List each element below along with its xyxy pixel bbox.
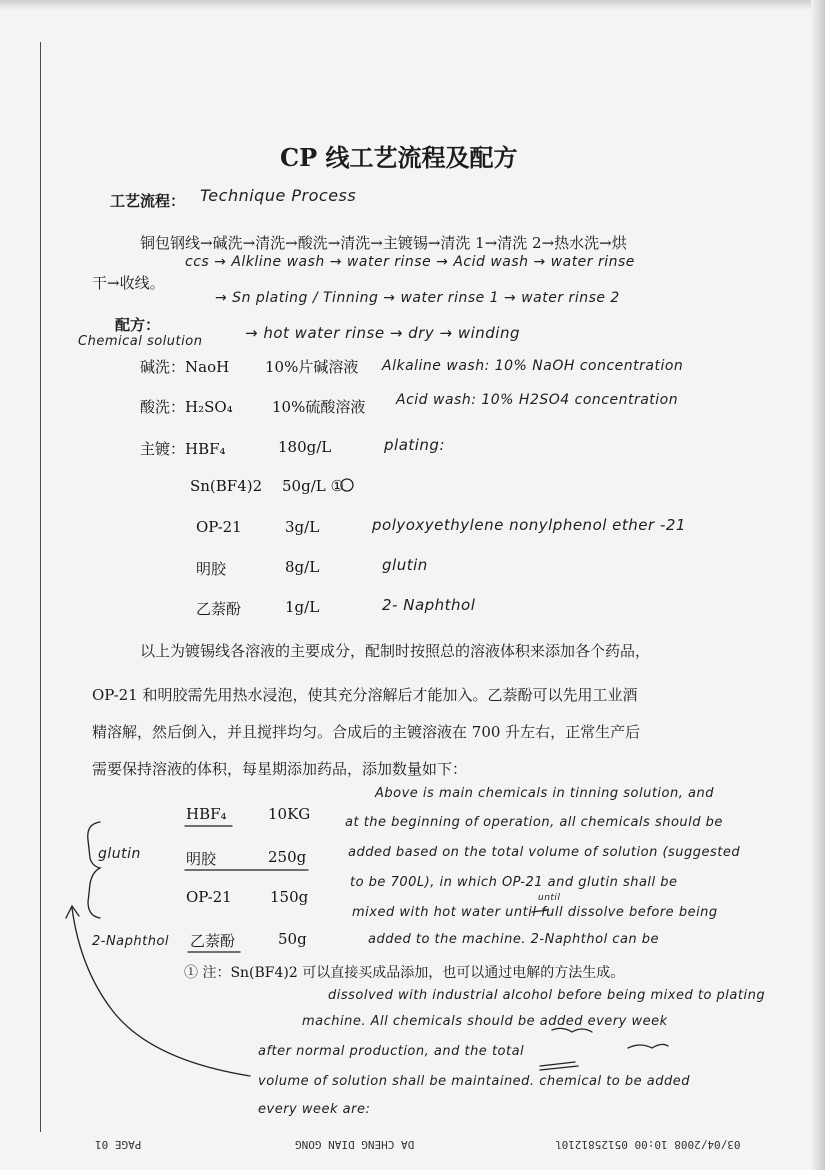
paragraph-line-3: 精溶解，然后倒入，并且搅拌均匀。合成后的主镀溶液在 700 升左右，正常生产后 [92,723,641,741]
formula-op21-name: OP-21 [196,518,242,536]
hand-plating: plating: [384,436,446,454]
hand-para-11: every week are: [258,1102,371,1117]
process-line-2: 干→收线。 [92,274,165,292]
hand-process-trans-3: → hot water rinse → dry → winding [245,324,520,342]
page-title: CP 线工艺流程及配方 [280,143,518,172]
hand-side-naphthol: 2-Naphthol [92,934,170,949]
formula-snbf4-name: Sn(BF4)2 [190,477,263,495]
scribble-1 [552,1028,592,1032]
formula-gelatin-value: 8g/L [285,558,320,576]
process-label: 工艺流程： [110,192,186,210]
weekly-op21-name: OP-21 [186,888,232,906]
hand-para-7: dissolved with industrial alcohol before being mixed to plating [328,988,766,1003]
hand-para-1: Above is main chemicals in tinning solution, and [375,786,714,801]
formula-alkaline-value: 10%片碱溶液 [265,358,359,376]
formula-naphthol-name: 乙萘酚 [196,600,242,618]
weekly-gelatin-name: 明胶 [186,850,217,868]
formula-alkaline-name: 碱洗：NaoH [140,358,230,376]
hand-naphthol: 2- Naphthol [382,596,476,614]
weekly-naphthol-value: 50g [278,930,307,948]
fax-footer-company: DA CHENG DIAN GONG [295,1138,415,1151]
hand-alkaline: Alkaline wash: 10% NaOH concentration [382,358,684,374]
hand-para-2: at the beginning of operation, all chemicals should be [345,815,723,830]
hand-para-8: machine. All chemicals should be added every week [302,1014,668,1029]
hand-until: until [538,893,561,903]
hand-para-5: mixed with hot water until full dissolve before being [352,905,718,920]
hand-op21: polyoxyethylene nonylphenol ether -21 [372,516,686,534]
fax-footer-date: 03/04/2008 10:00 0512581210l [555,1138,741,1151]
process-line-1: 铜包钢线→碱洗→清洗→酸洗→清洗→主镀锡→清洗 1→清洗 2→热水洗→烘 [140,234,627,252]
scribble-3 [628,1044,668,1048]
formula-op21-value: 3g/L [285,518,320,536]
hand-para-10: volume of solution shall be maintained. chemical to be added [258,1074,690,1089]
paragraph-line-4: 需要保持溶液的体积，每星期添加药品，添加数量如下： [92,760,468,778]
hand-para-9: after normal production, and the total [258,1044,525,1059]
hand-chemical-solution: Chemical solution [78,334,203,349]
hand-acid: Acid wash: 10% H2SO4 concentration [396,392,679,408]
formula-gelatin-name: 明胶 [196,560,227,578]
weekly-hbf4-value: 10KG [268,805,311,823]
hand-technique-process: Technique Process [200,186,357,205]
formula-hbf4-name: 主镀：HBF₄ [140,440,226,458]
fax-footer-page: PAGE 01 [95,1138,142,1151]
hand-para-6: added to the machine. 2-Naphthol can be [368,932,660,947]
scribble-2 [540,1062,578,1070]
paragraph-line-1: 以上为镀锡线各溶液的主要成分，配制时按照总的溶液体积来添加各个药品， [140,642,651,660]
circled-one-mark [341,479,353,491]
note-sn-bf4: ① 注：Sn(BF4)2 可以直接买成品添加，也可以通过电解的方法生成。 [184,965,625,981]
hand-side-glutin: glutin [98,846,141,862]
formula-acid-value: 10%硫酸溶液 [272,398,366,416]
weekly-gelatin-value: 250g [268,848,307,866]
hand-para-4: to be 700L), in which OP-21 and glutin shall be [350,875,678,890]
formula-acid-name: 酸洗：H₂SO₄ [140,398,233,416]
hand-glutin: glutin [382,556,428,574]
formula-hbf4-value: 180g/L [278,438,332,456]
paragraph-line-2: OP-21 和明胶需先用热水浸泡，使其充分溶解后才能加入。乙萘酚可以先用工业酒 [92,686,638,704]
formula-snbf4-value: 50g/L ① [282,477,344,495]
hand-process-trans-2: → Sn plating / Tinning → water rinse 1 → water rinse 2 [215,290,620,306]
long-arrow-mark [72,908,250,1076]
hand-para-3: added based on the total volume of solution (suggested [348,845,741,860]
hand-process-trans-1: ccs → Alkline wash → water rinse → Acid wash → water rinse [185,254,635,270]
weekly-hbf4-name: HBF₄ [186,805,227,823]
strike-to [532,910,548,912]
formula-naphthol-value: 1g/L [285,598,320,616]
formula-label: 配方： [115,316,161,334]
weekly-naphthol-name: 乙萘酚 [190,932,236,950]
weekly-op21-value: 150g [270,888,309,906]
brace-mark [88,822,100,918]
